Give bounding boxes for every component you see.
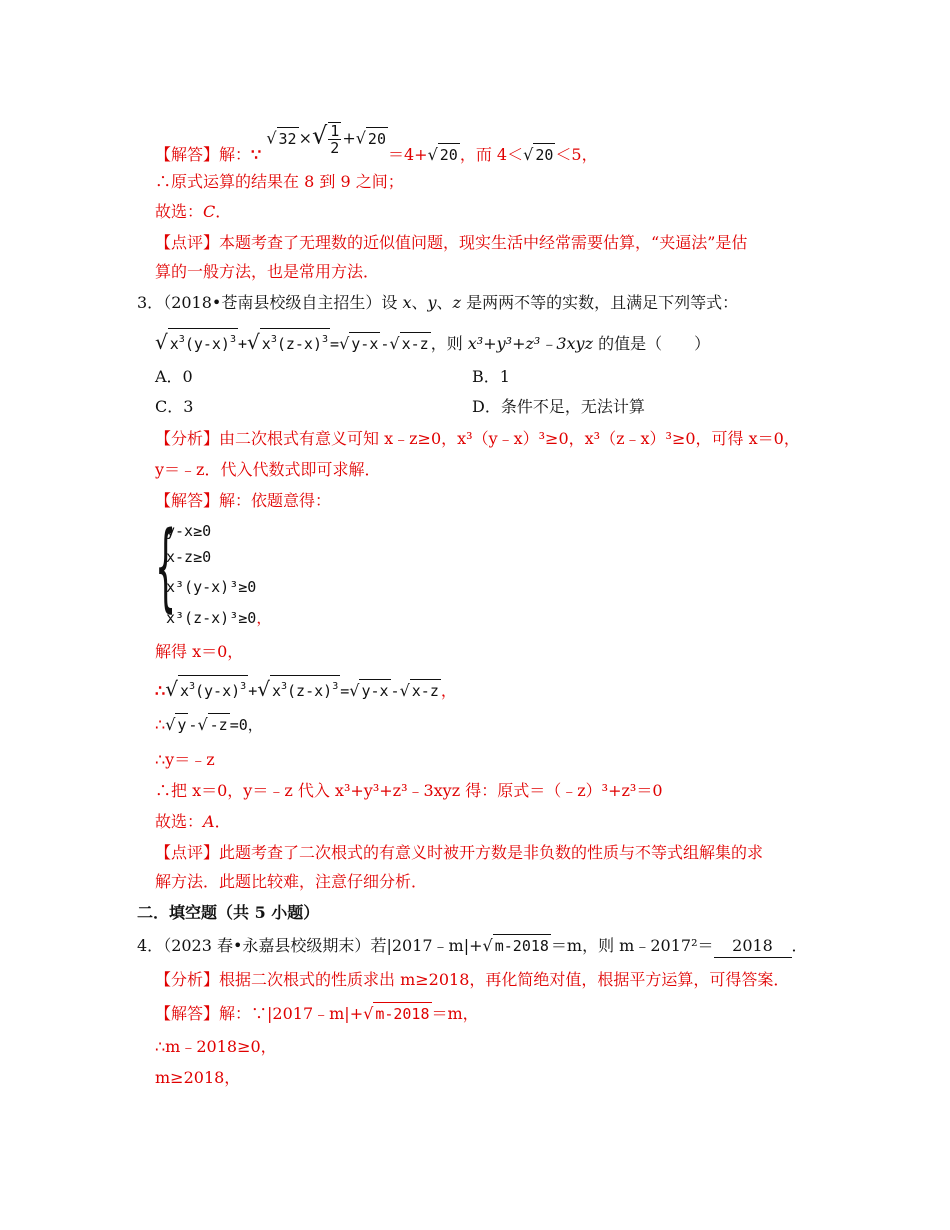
answer-tag: 【解答】 <box>155 491 220 510</box>
q2-answer-line: 【解答】解：∵ √ 32 ×√ $\frac{1}{2}$ +√ 20＝4+√ 20 ，而 4＜√ 20 ＜5， <box>155 121 598 164</box>
q3-comment-line1: 【点评】此题考查了二次根式的有意义时被开方数是非负数的性质与不等式组解集的求 <box>155 843 764 862</box>
q3-analysis-line1: 【分析】由二次根式有意义可知 x﹣z≥0，x³（y﹣x）³≥0，x³（z﹣x）³≥0，可得 x＝0， <box>155 429 800 448</box>
q3-stem: 3．（2018•苍南县校级自主招生）设 x、y、z 是两两不等的实数，且满足下列等式： <box>137 293 739 312</box>
q2-choice: 故选：C． <box>155 202 232 221</box>
q4-analysis: 【分析】根据二次根式的性质求出 m≥2018，再化简绝对值，根据平方运算，可得答案． <box>155 970 790 989</box>
q4-step-2: m≥2018， <box>155 1068 241 1087</box>
q3-comment-line2: 解方法．此题比较难，注意仔细分析． <box>155 872 428 891</box>
q3-step-1: 解得 x＝0， <box>155 642 244 661</box>
q3-option-b[interactable]: B．1 <box>472 367 510 386</box>
q2-comment-line2: 算的一般方法，也是常用方法． <box>155 262 380 281</box>
q2-comment-line1: 【点评】本题考查了无理数的近似值问题，现实生活中经常需要估算，“夹逼法”是估 <box>155 233 748 252</box>
system-row-3: x³(y-x)³≥0 <box>166 578 257 596</box>
q3-step-4: ∴y＝﹣z <box>155 750 215 769</box>
answer-tag: 【解答】 <box>155 1004 220 1023</box>
expr-sqrt32-times-sqrt-half: √ 32 ×√ $\frac{1}{2}$ +√ 20 <box>266 121 386 157</box>
q2-result: ∴原式运算的结果在 8 到 9 之间； <box>155 172 404 191</box>
fraction-one-half: $\frac{1}{2}$ <box>330 122 340 157</box>
q3-option-a[interactable]: A．0 <box>155 367 193 386</box>
analysis-tag: 【分析】 <box>155 970 220 989</box>
q3-answer-head: 【解答】解：依题意得： <box>155 491 332 510</box>
system-row-1: y-x≥0 <box>166 522 212 540</box>
q4-answer-blank[interactable]: 2018 <box>714 935 792 958</box>
q3-option-d[interactable]: D．条件不足，无法计算 <box>472 397 645 416</box>
q3-step-3: ∴√ y -√ -z =0， <box>155 715 263 734</box>
q4-step-1: ∴m﹣2018≥0， <box>155 1037 277 1056</box>
answer-tag: 【解答】 <box>155 144 220 164</box>
q3-option-c[interactable]: C．3 <box>155 397 194 416</box>
q3-step-6: 故选：A． <box>155 812 231 831</box>
q3-step-5: ∴把 x＝0，y＝﹣z 代入 x³+y³+z³﹣3xyz 得：原式＝（﹣z）³+z³＝0 <box>155 781 663 800</box>
q4-stem: 4．（2023 春•永嘉县校级期末）若|2017﹣m|+√ m-2018 ＝m，则 m﹣2017²＝ 2018 ． <box>137 934 808 958</box>
comment-tag: 【点评】 <box>155 843 220 862</box>
system-row-2: x-z≥0 <box>166 548 212 566</box>
q3-analysis-line2: y＝﹣z．代入代数式即可求解． <box>155 460 381 479</box>
comment-tag: 【点评】 <box>155 233 220 252</box>
system-brace: { <box>155 512 177 622</box>
system-row-4: x³(z-x)³≥0， <box>166 609 272 627</box>
q4-answer-line: 【解答】解：∵|2017﹣m|+√ m-2018 ＝m， <box>155 1004 479 1023</box>
analysis-tag: 【分析】 <box>155 429 220 448</box>
section-heading-fill-in: 二．填空题（共 5 小题） <box>137 903 320 922</box>
q3-equation: √ $x^3(y-x)^3$ +√ $x^3(z-x)^3$ =√ y-x -√ x-z ，则 x³+y³+z³﹣3xyz 的值是（ ） <box>155 330 711 354</box>
q3-step-2: ∴√ $x^3(y-x)^3$ +√ $x^3(z-x)^3$ =√ y-x -√ x-z ， <box>155 677 457 701</box>
